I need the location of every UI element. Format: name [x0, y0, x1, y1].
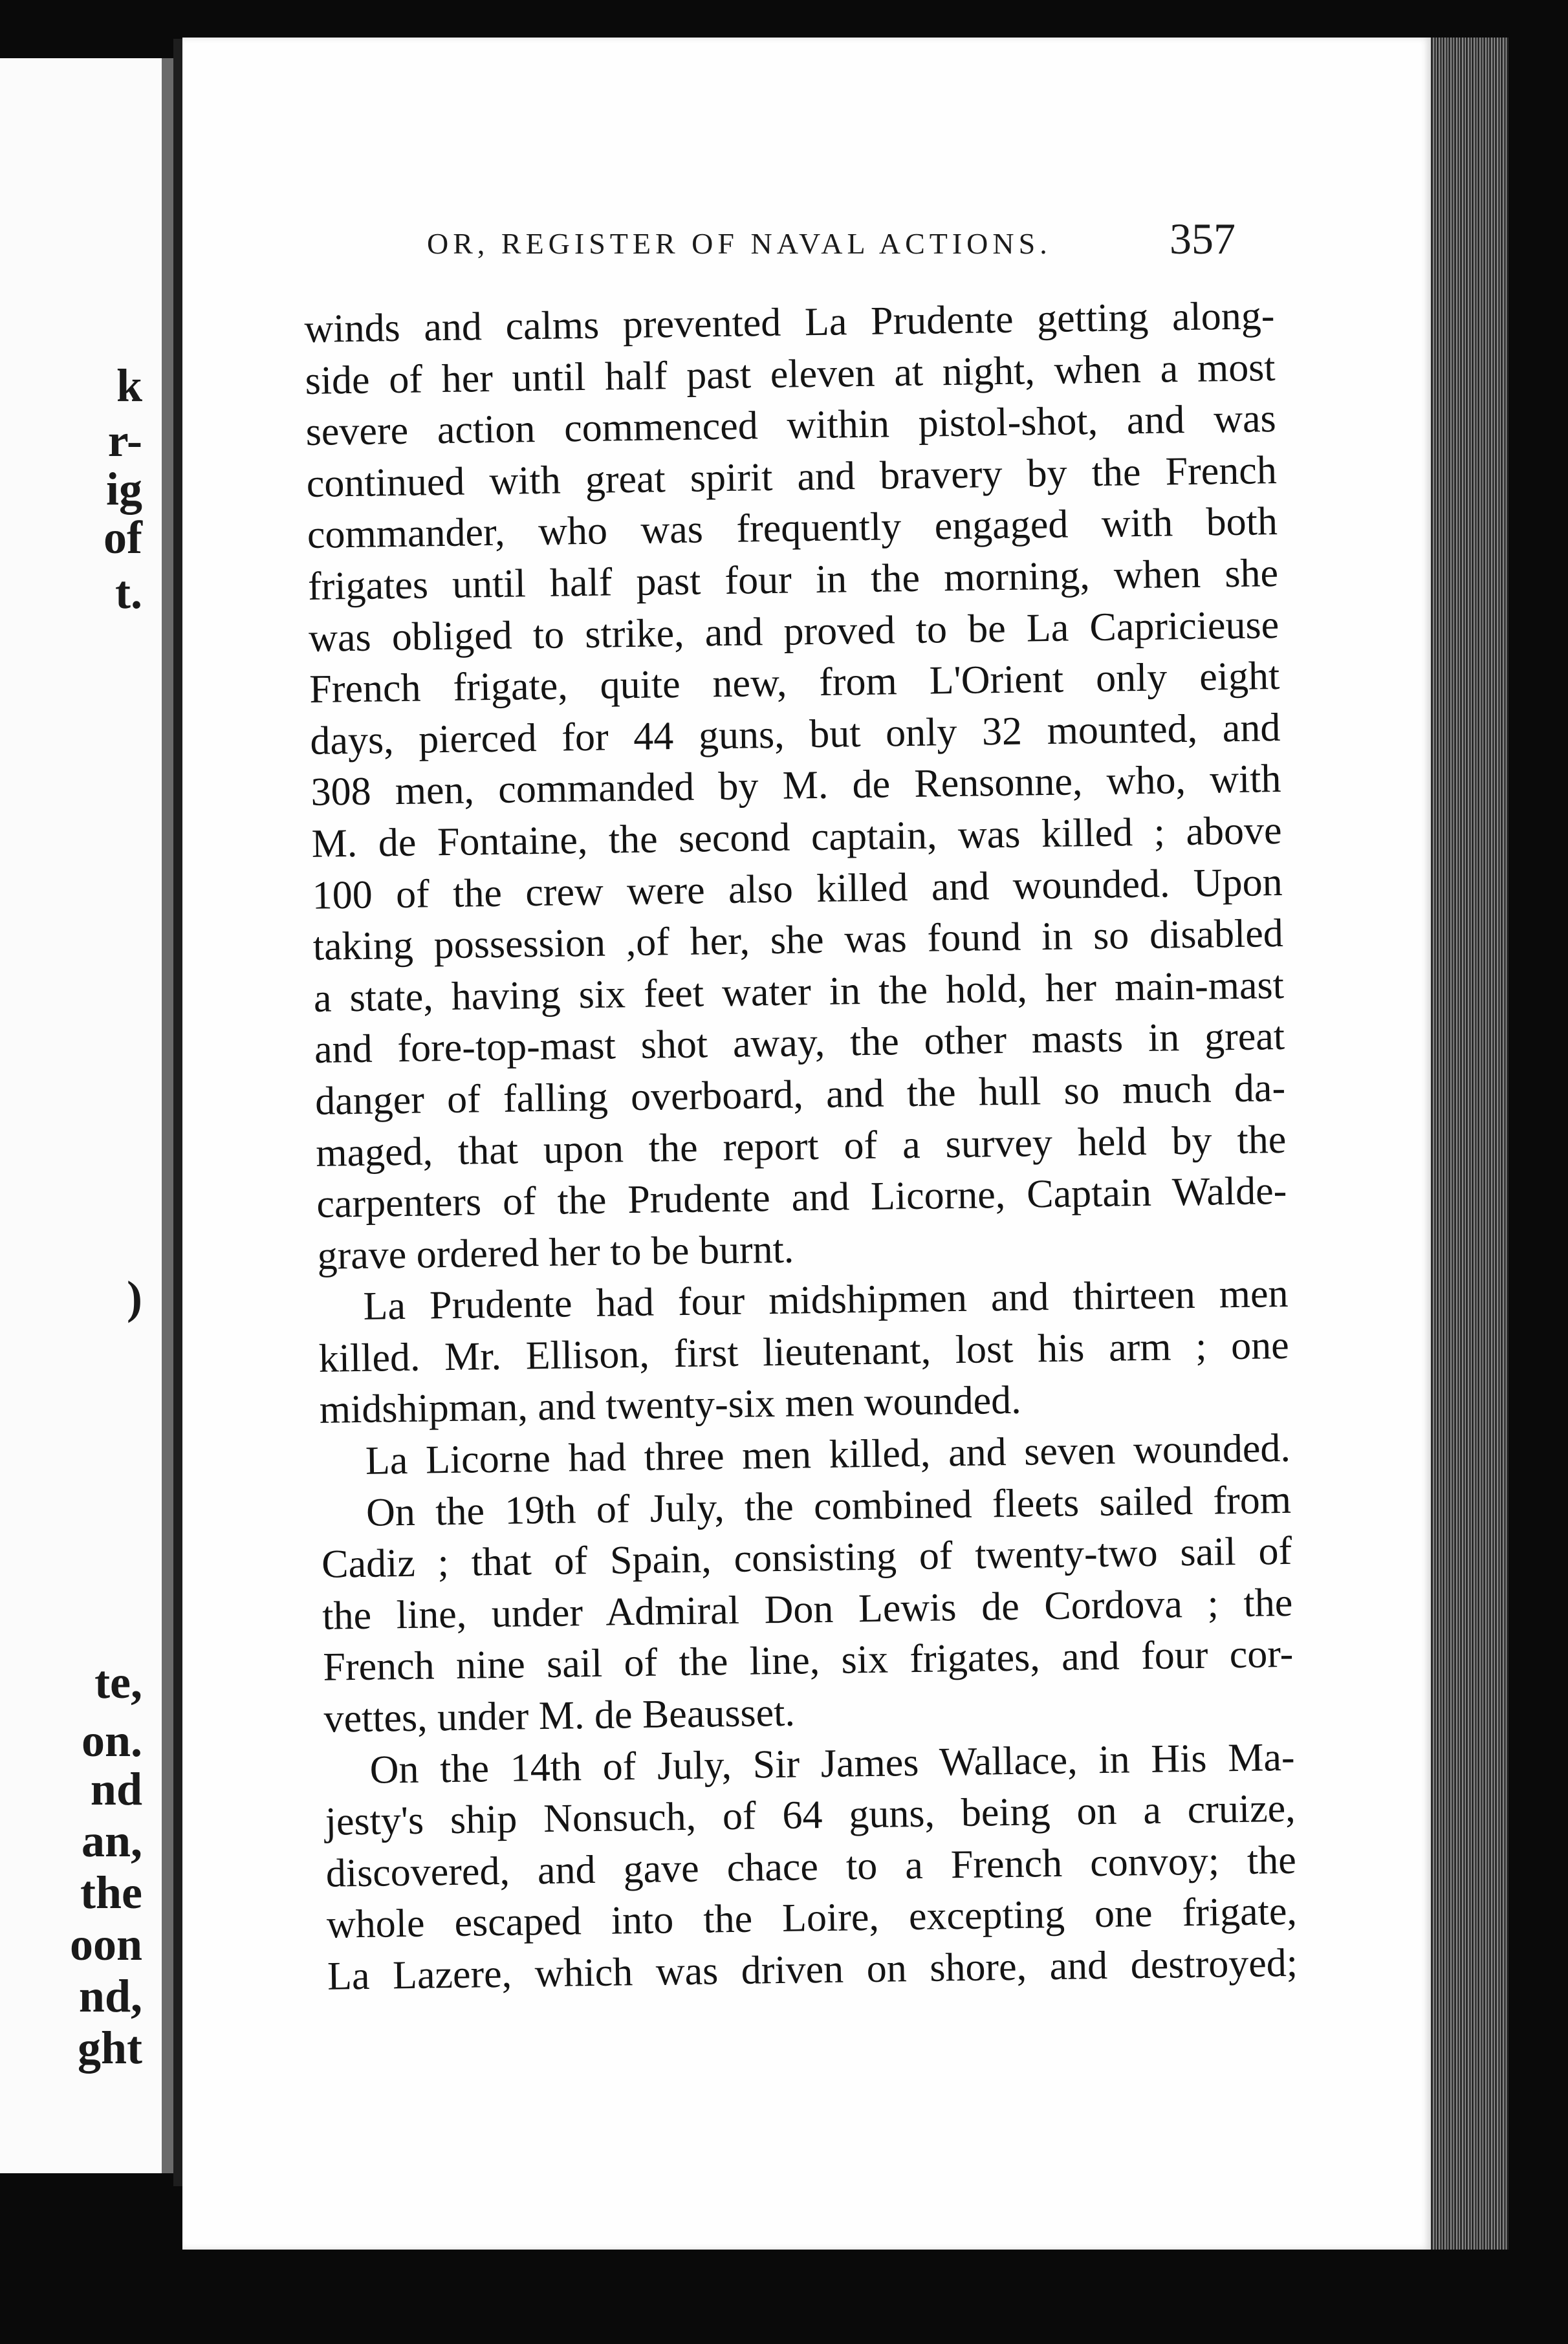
text-line: grave ordered her to be burnt.	[317, 1227, 794, 1278]
text-line: taking possession ,of her, she was found in so disabled	[312, 911, 1284, 970]
text-line: discovered, and gave chace to a French convoy; the	[325, 1838, 1297, 1896]
left-page-fragment: nd,	[78, 1970, 142, 2022]
text-line: La Lazere, which was driven on shore, and destroyed;	[327, 1940, 1298, 1999]
text-line: French nine sail of the line, six frigates, and four cor-	[322, 1632, 1294, 1690]
left-page-fragment: )	[127, 1272, 142, 1323]
text-line: On the 14th of July, Sir James Wallace, in His Ma-	[369, 1735, 1295, 1792]
text-line: commander, who was frequently engaged with both	[307, 499, 1278, 558]
text-line: was obliged to strike, and proved to be La Capricieuse	[308, 602, 1279, 660]
page-number: 357	[1170, 214, 1236, 263]
text-line: La Licorne had three men killed, and seven wounded.	[365, 1426, 1291, 1483]
text-line: whole escaped into the Loire, excepting one frigate,	[326, 1889, 1298, 1948]
left-page-fragment: te,	[94, 1656, 142, 1708]
paragraph	[318, 1268, 1290, 1437]
left-page-fragment: t.	[115, 567, 142, 618]
text-line: severe action commenced within pistol-shot, and was	[305, 396, 1277, 455]
running-head: OR, REGISTER OF NAVAL ACTIONS.	[427, 227, 1052, 260]
text-line: winds and calms prevented La Prudente getting along-	[304, 294, 1275, 351]
left-page-fragment: oon	[69, 1918, 142, 1970]
text-line: the line, under Admiral Don Lewis de Cordova ; the	[321, 1580, 1293, 1638]
text-line: Cadiz ; that of Spain, consisting of twenty-two sail of	[321, 1529, 1292, 1587]
text-line: La Prudente had four midshipmen and thirteen men	[363, 1272, 1289, 1329]
text-line: 100 of the crew were also killed and wounded. Upon	[312, 860, 1283, 918]
paragraph	[304, 290, 1288, 1282]
paragraph	[321, 1475, 1294, 1746]
left-page-fragment: an,	[81, 1815, 142, 1867]
text-line: a state, having six feet water in the hold, her main-mast	[313, 962, 1285, 1021]
text-line: French frigate, quite new, from L'Orient only eight	[309, 654, 1280, 712]
left-page-fragment: k	[116, 360, 142, 411]
page-header	[246, 207, 1268, 265]
text-line: continued with great spirit and bravery by the French	[306, 448, 1278, 506]
left-page-fragment: of	[103, 512, 142, 563]
text-line: 308 men, commanded by M. de Rensonne, who, with	[310, 757, 1281, 815]
left-page-fragment: ig	[105, 463, 142, 515]
body-text	[304, 290, 1298, 2002]
text-line: killed. Mr. Ellison, first lieutenant, lost his arm ; one	[318, 1323, 1290, 1381]
left-page-fragment: nd	[90, 1763, 142, 1815]
left-page-fragment: r-	[107, 415, 142, 466]
text-line: and fore-top-mast shot away, the other masts in great	[314, 1014, 1285, 1072]
text-line: M. de Fontaine, the second captain, was killed ; above	[311, 808, 1282, 866]
left-page-fragment: the	[80, 1867, 142, 1918]
text-line: side of her until half past eleven at night, when a most	[305, 345, 1276, 403]
text-line: jesty's ship Nonsuch, of 64 guns, being on a cruize,	[325, 1786, 1296, 1844]
text-line: days, pierced for 44 guns, but only 32 mounted, and	[309, 705, 1281, 763]
left-page-fragment: on.	[81, 1715, 142, 1766]
text-line: maged, that upon the report of a survey held by the	[315, 1117, 1287, 1175]
text-line: carpenters of the Prudente and Licorne, Captain Walde-	[316, 1169, 1287, 1226]
text-line: midshipman, and twenty-six men wounded.	[319, 1378, 1022, 1433]
text-line: On the 19th of July, the combined fleets sailed from	[365, 1477, 1292, 1535]
text-line: danger of falling overboard, and the hull so much da-	[314, 1065, 1286, 1123]
text-line: vettes, under M. de Beausset.	[323, 1690, 796, 1741]
paragraph	[324, 1731, 1298, 2002]
left-facing-page	[0, 58, 173, 2173]
left-page-fragment: ght	[77, 2022, 142, 2074]
text-line: frigates until half past four in the morning, when she	[307, 550, 1279, 609]
page-edges	[1431, 38, 1508, 2250]
